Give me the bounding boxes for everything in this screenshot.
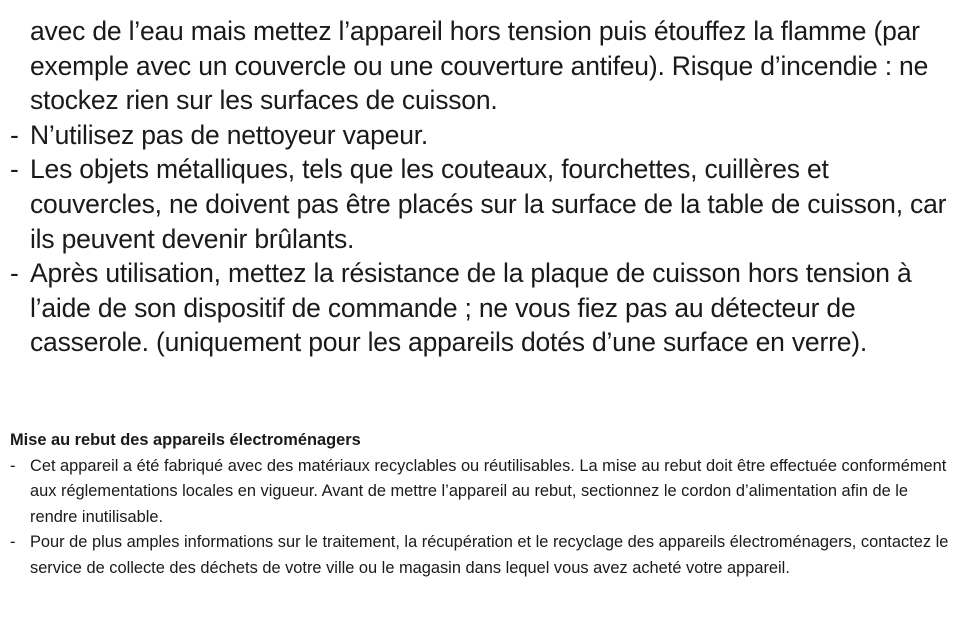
disposal-item-text: Pour de plus amples informations sur le traitement, la récupération et le recyclage des appareils électroménagers, contactez le service de collecte des déchets de votre ville ou le magasin dans lequel vous avez acheté votre appareil.	[30, 533, 949, 577]
disposal-item-recyclable	[10, 454, 955, 531]
disposal-section	[10, 428, 955, 582]
safety-item-text: N’utilisez pas de nettoyeur vapeur.	[30, 119, 429, 150]
safety-item-steam-cleaner	[10, 118, 955, 153]
bullet-dash: -	[10, 154, 19, 185]
disposal-item-information	[10, 530, 955, 581]
safety-instructions	[10, 14, 955, 360]
bullet-dash: -	[10, 119, 19, 150]
safety-item-text: Après utilisation, mettez la résistance de la plaque de cuisson hors tension à l’aide de son dispositif de commande ; ne vous fiez pas au détecteur de casserole. (uniquement pour les appareils dotés d’une surface en verre).	[30, 258, 912, 358]
disposal-item-text: Cet appareil a été fabriqué avec des matériaux recyclables ou réutilisables. La mise au rebut doit être effectuée conformément aux réglementations locales en vigueur. Avant de mettre l’appareil au rebut, sectionnez le cordon d’alimentation afin de le rendre inutilisable.	[30, 456, 947, 526]
bullet-dash: -	[10, 456, 16, 475]
disposal-heading: Mise au rebut des appareils électroménagers	[10, 431, 361, 449]
safety-item-switch-off	[10, 256, 955, 360]
bullet-dash: -	[10, 258, 19, 289]
safety-continuation-text: avec de l’eau mais mettez l’appareil hors tension puis étouffez la flamme (par exemple avec un couvercle ou une couverture antifeu). Risque d’incendie : ne stockez rien sur les surfaces de cuisson.	[30, 16, 929, 116]
bullet-dash: -	[10, 533, 16, 552]
safety-item-metal-objects	[10, 152, 955, 256]
safety-item-text: Les objets métalliques, tels que les couteaux, fourchettes, cuillères et couvercles, ne doivent pas être placés sur la surface de la table de cuisson, car ils peuvent devenir brûlants.	[30, 154, 947, 254]
